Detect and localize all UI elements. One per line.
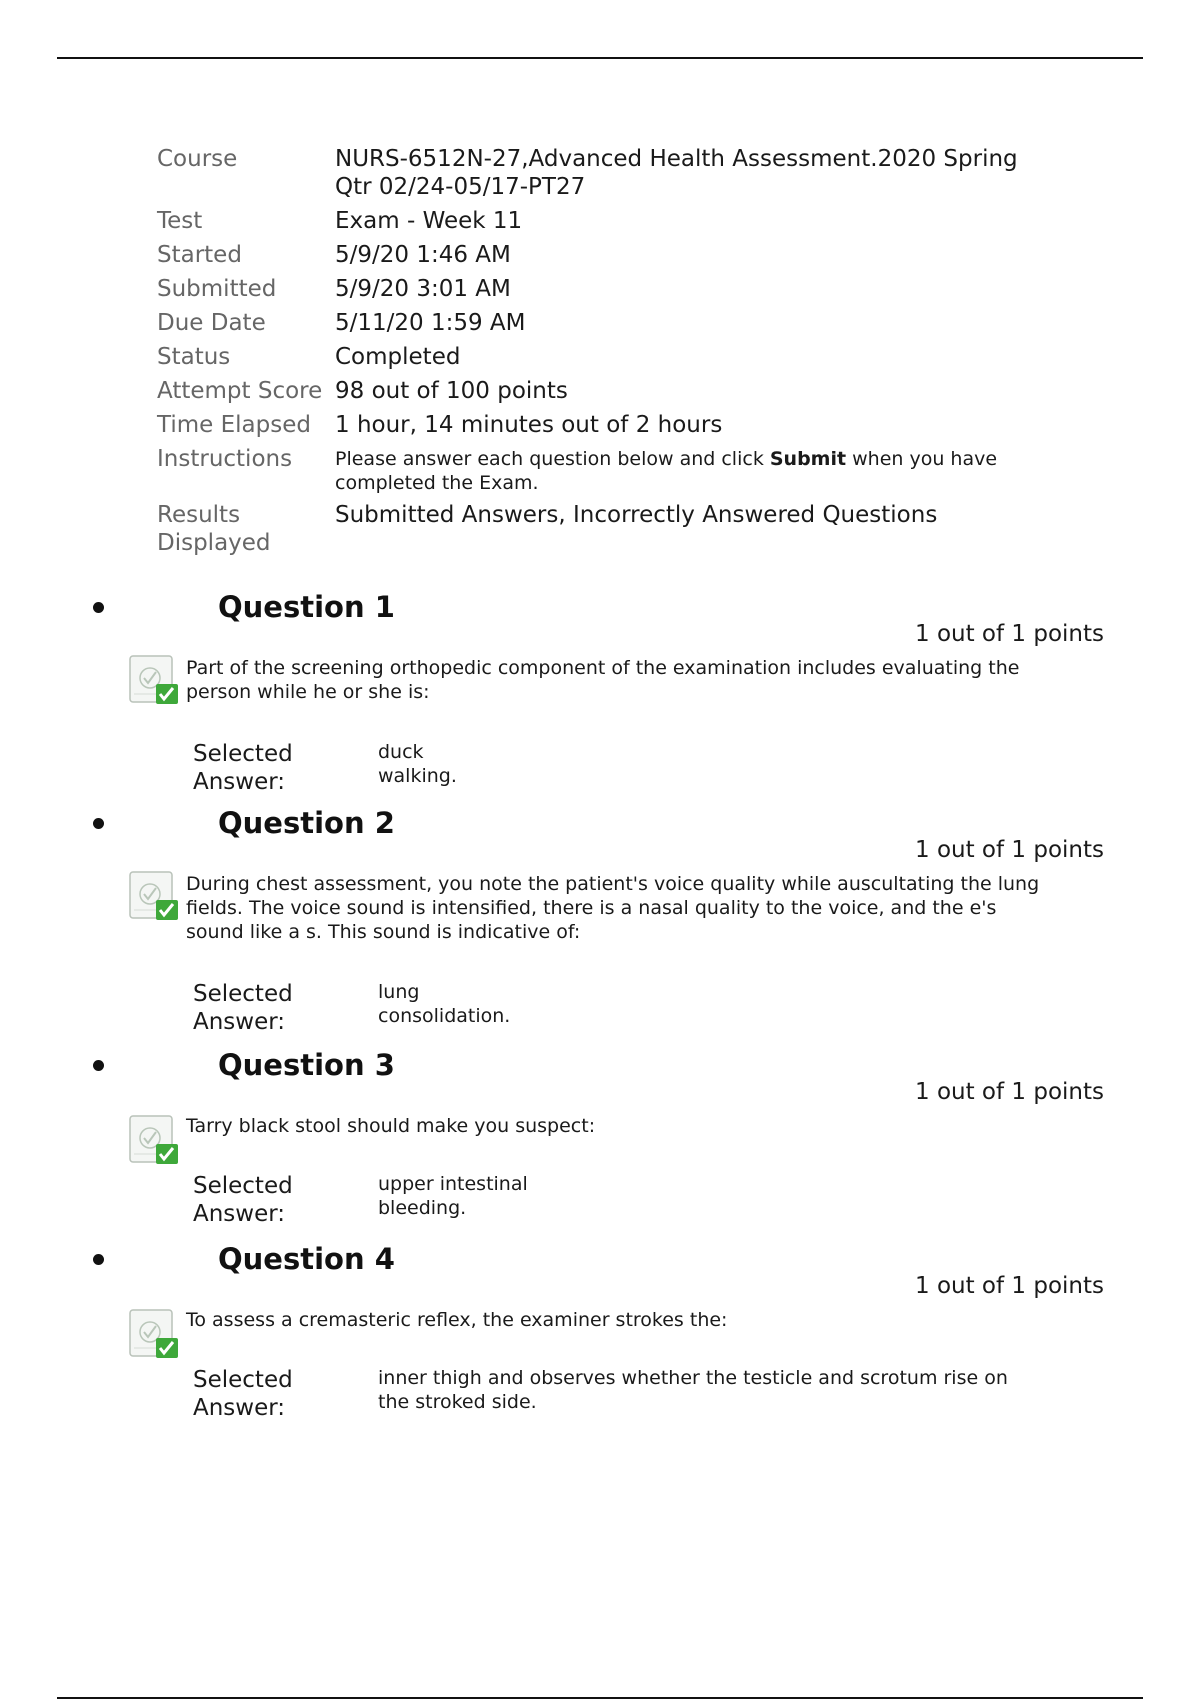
summary-row-submitted: [157, 275, 1057, 303]
summary-label: Attempt Score: [157, 378, 323, 404]
bullet-icon: [93, 1060, 104, 1071]
instructions-submit-word: Submit: [769, 448, 847, 470]
summary-label: Test: [157, 208, 203, 234]
question-title: Question 3: [218, 1048, 395, 1082]
summary-row-due-date: [157, 309, 1057, 337]
summary-row-instructions: [157, 445, 1057, 495]
summary-label: Submitted: [157, 276, 277, 302]
bullet-icon: [93, 818, 104, 829]
bottom-divider: [57, 1697, 1143, 1699]
selected-answer-label: Selected Answer:: [193, 1173, 293, 1227]
selected-answer-label: Selected Answer:: [193, 741, 293, 795]
summary-value: Completed: [335, 344, 461, 370]
summary-value: Exam - Week 11: [335, 208, 523, 234]
correct-check-icon: [128, 1308, 180, 1360]
summary-label: Instructions: [157, 446, 293, 472]
summary-label: Status: [157, 344, 231, 370]
question-text: During chest assessment, you note the patient's voice quality while auscultating the lung fields. The voice sound is intensified, there is a nasal quality to the voice, and the e's sound like a s. This sound is indicative of:: [186, 873, 1040, 943]
summary-label: Started: [157, 242, 242, 268]
question-points: 1 out of 1 points: [915, 621, 1104, 647]
summary-value: Submitted Answers, Incorrectly Answered Questions: [335, 502, 938, 528]
summary-value: NURS-6512N-27,Advanced Health Assessment.2020 Spring Qtr 02/24-05/17-PT27: [335, 146, 1018, 200]
instructions-text-part: when you have completed the Exam.: [335, 448, 998, 494]
question-points: 1 out of 1 points: [915, 837, 1104, 863]
question-title: Question 1: [218, 590, 395, 624]
top-divider: [57, 57, 1143, 59]
bullet-icon: [93, 602, 104, 613]
summary-row-status: [157, 343, 1057, 371]
question-points: 1 out of 1 points: [915, 1079, 1104, 1105]
instructions-text-part: Please answer each question below and click: [335, 448, 770, 470]
question-title: Question 2: [218, 806, 395, 840]
correct-check-icon: [128, 654, 180, 706]
attempt-summary: [157, 145, 1057, 563]
selected-answer-label: Selected Answer:: [193, 981, 293, 1035]
question-points: 1 out of 1 points: [915, 1273, 1104, 1299]
summary-label: Results Displayed: [157, 502, 271, 556]
question-text: Part of the screening orthopedic component of the examination includes evaluating the person while he or she is:: [186, 657, 1020, 703]
summary-value: 5/9/20 1:46 AM: [335, 242, 511, 268]
summary-label: Due Date: [157, 310, 266, 336]
summary-value: 1 hour, 14 minutes out of 2 hours: [335, 412, 723, 438]
summary-value: 98 out of 100 points: [335, 378, 568, 404]
question-text: Tarry black stool should make you suspect:: [186, 1115, 596, 1137]
selected-answer-value: upper intestinal bleeding.: [378, 1173, 528, 1219]
question-title: Question 4: [218, 1242, 395, 1276]
summary-row-started: [157, 241, 1057, 269]
summary-row-time-elapsed: [157, 411, 1057, 439]
summary-row-attempt-score: [157, 377, 1057, 405]
summary-value: 5/11/20 1:59 AM: [335, 310, 526, 336]
summary-value: 5/9/20 3:01 AM: [335, 276, 511, 302]
selected-answer-value: duck walking.: [378, 741, 457, 787]
selected-answer-label: Selected Answer:: [193, 1367, 293, 1421]
summary-row-test: [157, 207, 1057, 235]
correct-check-icon: [128, 870, 180, 922]
summary-row-course: [157, 145, 1057, 201]
instructions-text: [335, 445, 1057, 495]
correct-check-icon: [128, 1114, 180, 1166]
selected-answer-value: inner thigh and observes whether the testicle and scrotum rise on the stroked side.: [378, 1367, 1008, 1413]
summary-label: Time Elapsed: [157, 412, 311, 438]
summary-row-results-displayed: [157, 501, 1057, 557]
bullet-icon: [93, 1254, 104, 1265]
summary-label: Course: [157, 146, 238, 172]
question-text: To assess a cremasteric reflex, the examiner strokes the:: [186, 1309, 728, 1331]
selected-answer-value: lung consolidation.: [378, 981, 511, 1027]
